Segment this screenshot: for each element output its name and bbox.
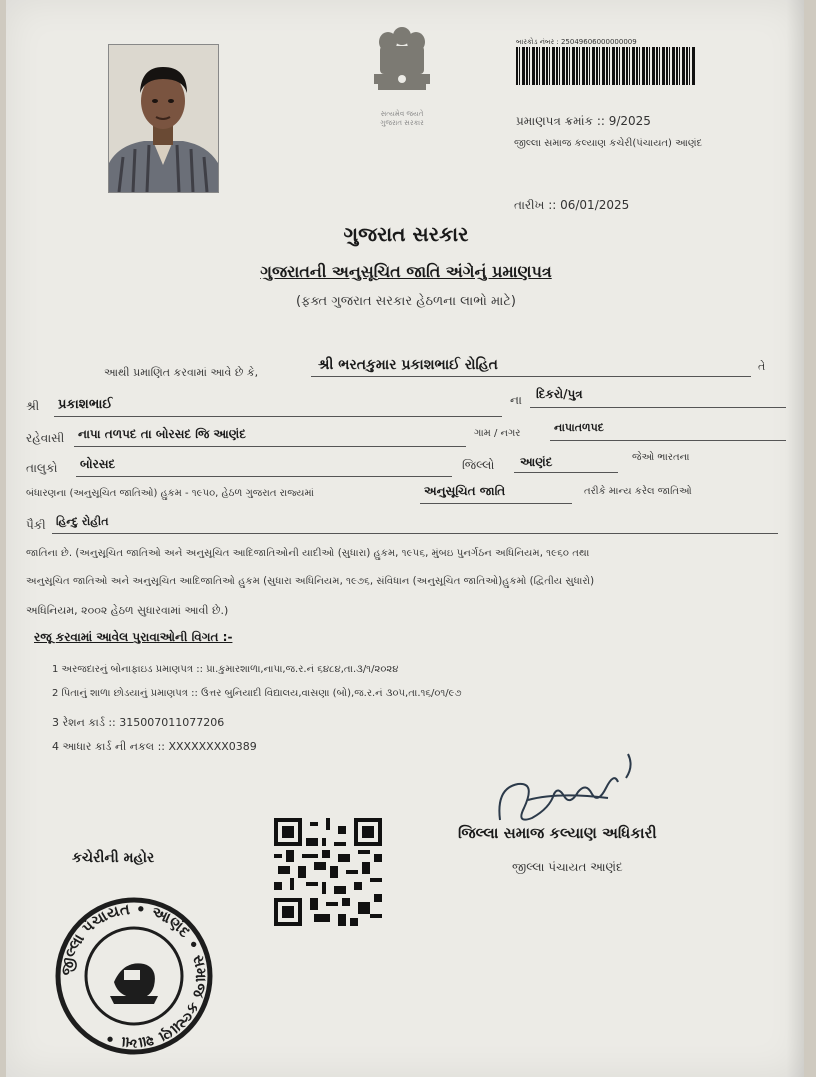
certificate-title: ગુજરાતની અનુસૂચિત જાતિ અંગેનું પ્રમાણપત્ર [260,262,552,281]
legal-paragraph-line-2: અનુસૂચિત જાતિઓ અને અનુસૂચિત આદિજાતિઓ હુકમ (સુધારા અધિનિયમ, ૧૯૭૬, સંવિધાન (અનુસૂચિત જાતિઓ)હુકમો (દ્વિતીય સુધારો) [26,576,595,587]
taluka-label: તાલુકો [26,461,58,475]
office-seal-stamp [54,896,214,1056]
na-label: ના [510,393,522,407]
caste-line [420,503,572,504]
issue-date: તારીખ :: 06/01/2025 [514,198,630,212]
certificate-page [6,0,804,1077]
taluka-line [76,476,452,477]
village-line [550,440,786,441]
office-seal-label: કચેરીની મહોર [72,850,155,866]
district-name: આણંદ [520,455,553,469]
holder-name-line [311,376,751,377]
evidence-item: 3 રેશન કાર્ડ :: 315007011077206 [52,716,225,729]
india-text: જેઓ ભારતના [632,452,690,463]
evidence-item: 2 પિતાનું શાળા છોડયાનું પ્રમાણપત્ર :: ઉત્તર બુનિયાદી વિદ્યાલય,વાસણા (બો),જ.ર.નં ૩૦૫,તા.૧૬/૦૧/૯૭ [52,688,462,699]
subcaste-label: પૈકી [26,518,46,532]
relation-line [530,407,786,408]
caste-category: અનુસૂચિત જાતિ [424,484,506,498]
resident-label: રહેવાસી [26,431,65,445]
evidence-item: 4 આધાર કાર્ડ ની નકલ :: XXXXXXXX0389 [52,740,257,753]
holder-name: શ્રી ભરતકુમાર પ્રકાશભાઈ રોહિત [318,357,498,373]
evidence-item: 1 અરજદારનું બોનાફાઇડ પ્રમાણપત્ર :: પ્રા.કુમારશાળા,નાપા,જ.ર.નં ૬૪૮૪,તા.૩/૧/૨૦૨૪ [52,664,399,675]
subcaste-line [52,533,778,534]
seal-text: જીલ્લા પંચાયત • આણંદ • સમાજ કલ્યાણ શાખા • [57,899,211,1053]
taluka-name: બોરસદ [80,457,116,471]
district-label: જિલ્લો [462,458,495,472]
emblem-motto: સત્યમેવ જયતે [380,110,424,118]
constitution-text: બંધારણના (અનુસૂચિત જાતિઓ) હુકમ - ૧૯૫૦, હેઠળ ગુજરાત રાજ્યમાં [26,488,314,499]
state-emblem [362,16,442,126]
barcode-icon [516,47,696,85]
barcode-number: બારકોડ નંબર : 25049606000000009 [516,38,637,46]
barcode-block [516,38,696,85]
emblem-caption: ગુજરાત સરકાર [380,119,424,127]
father-name-line [54,416,502,417]
recognized-text: તરીકે માન્ય કરેલ જાતિઓ [584,486,692,497]
father-name: પ્રકાશભાઈ [58,397,113,412]
issuing-office: જીલ્લા સમાજ કલ્યાણ કચેરી(પંચાયત) આણંદ [514,138,703,149]
government-title: ગુજરાત સરકાર [343,222,469,246]
certificate-number: પ્રમાણપત્ર ક્રમાંક :: 9/2025 [516,114,651,128]
certify-suffix: તે [758,360,766,373]
officer-office: જીલ્લા પંચાયત આણંદ [512,860,623,874]
resident-address: નાપા તળપદ તા બોરસદ જિ આણંદ [78,427,246,441]
relation: દિકરો/પુત્ર [536,387,583,401]
qr-code-icon [274,818,382,926]
shri-label: શ્રી [26,399,40,413]
legal-paragraph-line-3: અધિનિયમ, ૨૦૦૨ હેઠળ સુધારવામાં આવી છે.) [26,604,229,617]
village-label: ગામ / નગર [474,428,521,439]
subcaste-name: હિન્દુ રોહીત [56,515,109,528]
applicant-photo [108,44,219,193]
legal-paragraph-line-1: જાતિના છે. (અનુસૂચિત જાતિઓ અને અનુસૂચિત આદિજાતિઓની યાદીઓ (સુધારા) હુકમ, ૧૯૫૬, મુંબઇ પુનર્ગઠન અધિનિયમ, ૧૯૬૦ તથા [26,548,590,559]
village-name: નાપાતળપદ [554,421,604,434]
ashoka-lion-icon [362,16,442,106]
evidence-heading: રજૂ કરવામાં આવેલ પુરાવાઓની વિગત :- [34,630,233,644]
certificate-subtitle: (ફક્ત ગુજરાત સરકાર હેઠળના લાભો માટે) [296,294,516,309]
seal-emblem-icon [110,963,158,1004]
page-edge-shadow [786,0,804,1077]
address-line [74,446,466,447]
certify-prefix: આથી પ્રમાણિત કરવામાં આવે છે કે, [104,366,259,379]
officer-title: જિલ્લા સમાજ કલ્યાણ અધિકારી [458,824,657,842]
district-line [514,472,618,473]
